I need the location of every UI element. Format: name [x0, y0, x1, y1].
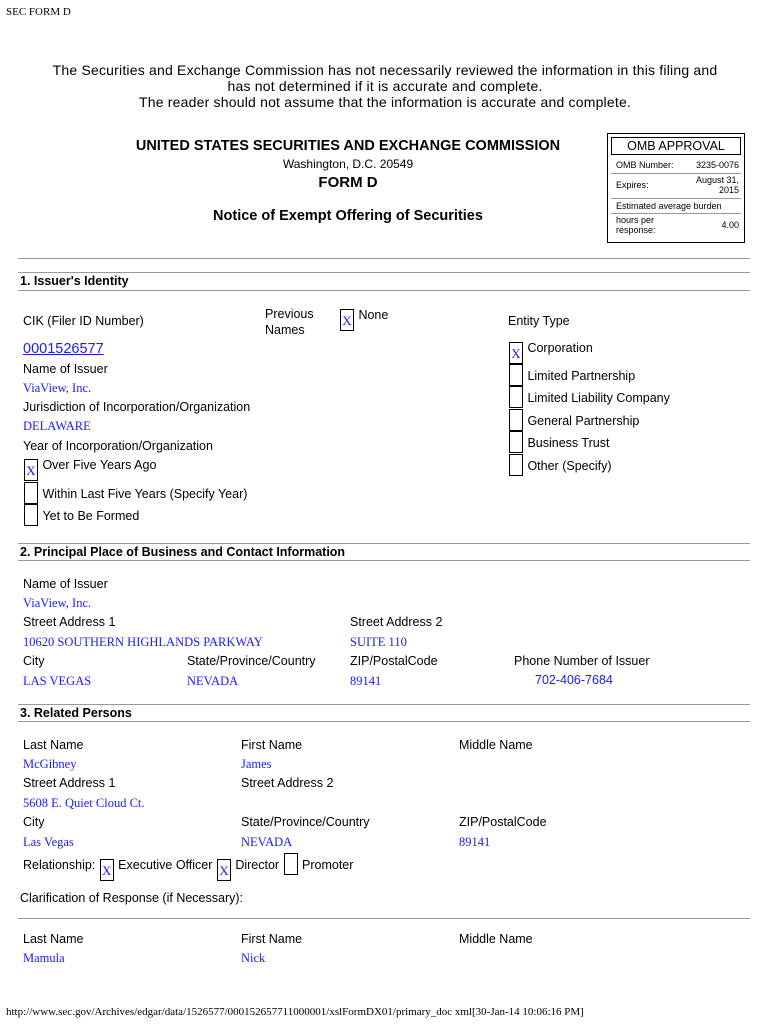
omb-hours-label: hours per	[616, 215, 655, 225]
relationship-option-label: Director	[235, 858, 280, 872]
last-name-label: Last Name	[23, 932, 84, 946]
first-name-label: First Name	[241, 738, 303, 752]
page-header: SEC FORM D	[6, 6, 71, 18]
person-last-name: Mamula	[23, 951, 65, 965]
year-checkbox[interactable]	[24, 482, 38, 504]
entity-checkbox[interactable]	[509, 431, 523, 453]
issuer-name-label: Name of Issuer	[23, 362, 108, 376]
year-option-label: Yet to Be Formed	[42, 509, 140, 523]
omb-number-label: OMB Number:	[616, 160, 674, 170]
divider	[18, 721, 750, 722]
previous-names-none	[340, 309, 388, 331]
divider	[18, 290, 750, 291]
divider	[18, 258, 750, 259]
person-street1-value: 5608 E. Quiet Cloud Ct.	[23, 796, 145, 810]
agency-title: UNITED STATES SECURITIES AND EXCHANGE COMMISSION	[135, 138, 561, 154]
business-name-label: Name of Issuer	[23, 577, 108, 591]
street1-label: Street Address 1	[23, 615, 116, 629]
issuer-name-value: ViaView, Inc.	[23, 381, 92, 395]
divider	[18, 918, 750, 919]
omb-approval-box	[607, 133, 745, 243]
entity-option-label: Business Trust	[527, 436, 610, 450]
person-city-label: City	[23, 815, 45, 829]
section-title-principal-place: 2. Principal Place of Business and Contact Information	[20, 545, 346, 559]
entity-option	[509, 454, 612, 481]
notice-title: Notice of Exempt Offering of Securities	[213, 208, 483, 224]
disclaimer	[0, 62, 770, 110]
previous-names-label-line: Previous	[265, 307, 314, 321]
relationship-checkbox[interactable]: X	[100, 859, 114, 881]
year-option-label: Over Five Years Ago	[42, 458, 157, 472]
section-title-related-persons: 3. Related Persons	[20, 706, 132, 720]
section-title-issuer-identity: 1. Issuer's Identity	[20, 274, 129, 288]
omb-heading: OMB APPROVAL	[611, 137, 741, 155]
entity-option-label: Other (Specify)	[527, 459, 612, 473]
relationship-label: Relationship:	[23, 858, 96, 872]
state-label: State/Province/Country	[187, 654, 316, 668]
entity-checkbox[interactable]: X	[509, 342, 523, 364]
cik-label: CIK (Filer ID Number)	[23, 314, 144, 328]
zip-value: 89141	[350, 674, 382, 688]
relationship-option-label: Executive Officer	[118, 858, 213, 872]
person-state-value: NEVADA	[241, 835, 293, 849]
year-checkbox[interactable]: X	[24, 459, 38, 481]
last-name-label: Last Name	[23, 738, 84, 752]
page-footer-url: http://www.sec.gov/Archives/edgar/data/1526577/000152657711000001/xslFormDX01/primary_doc xml[30-Jan-14 10:06:16 PM]	[6, 1006, 584, 1018]
person-state-label: State/Province/Country	[241, 815, 370, 829]
jurisdiction-label: Jurisdiction of Incorporation/Organization	[23, 400, 251, 414]
disclaimer-line: The Securities and Exchange Commission has not necessarily reviewed the information in this filing and	[52, 62, 718, 78]
previous-names-label	[265, 306, 314, 338]
entity-checkbox[interactable]	[509, 364, 523, 386]
person-zip-label: ZIP/PostalCode	[459, 815, 547, 829]
entity-checkbox[interactable]	[509, 386, 523, 408]
business-name-value: ViaView, Inc.	[23, 596, 92, 610]
street1-value: 10620 SOUTHERN HIGHLANDS PARKWAY	[23, 635, 263, 649]
relationship-option-label: Promoter	[302, 858, 354, 872]
omb-expires-label: Expires:	[616, 180, 649, 190]
cik-value[interactable]: 0001526577	[23, 341, 104, 357]
omb-expires-value: August 31,	[695, 175, 739, 185]
previous-names-label-line: Names	[265, 323, 305, 337]
entity-option-label: Limited Liability Company	[527, 391, 670, 405]
year-option-label: Within Last Five Years (Specify Year)	[42, 487, 248, 501]
entity-option-label: Limited Partnership	[527, 369, 636, 383]
disclaimer-line: has not determined if it is accurate and complete.	[227, 78, 543, 94]
omb-expires-value: 2015	[718, 185, 739, 195]
person-first-name: Nick	[241, 951, 266, 965]
divider	[18, 543, 750, 544]
relationship-checkbox[interactable]	[284, 853, 298, 875]
person-city-value: Las Vegas	[23, 835, 74, 849]
state-value: NEVADA	[187, 674, 239, 688]
year-label: Year of Incorporation/Organization	[23, 439, 213, 453]
omb-number-value: 3235-0076	[695, 160, 739, 170]
street2-label: Street Address 2	[350, 615, 443, 629]
street2-value: SUITE 110	[350, 635, 407, 649]
none-label: None	[358, 308, 389, 322]
middle-name-label: Middle Name	[459, 932, 533, 946]
city-label: City	[23, 654, 45, 668]
person-street1-label: Street Address 1	[23, 776, 116, 790]
divider	[18, 272, 750, 273]
phone-value: 702-406-7684	[535, 673, 613, 687]
entity-checkbox[interactable]	[509, 409, 523, 431]
relationship-row	[23, 853, 353, 881]
clarification-label: Clarification of Response (if Necessary):	[20, 891, 243, 905]
jurisdiction-value: DELAWARE	[23, 419, 91, 433]
entity-option	[509, 342, 593, 364]
divider	[18, 704, 750, 705]
year-checkbox[interactable]	[24, 504, 38, 526]
disclaimer-line: The reader should not assume that the information is accurate and complete.	[138, 94, 632, 110]
agency-location: Washington, D.C. 20549	[282, 157, 414, 171]
person-first-name: James	[241, 757, 272, 771]
form-title: FORM D	[318, 174, 378, 191]
divider	[18, 560, 750, 561]
zip-label: ZIP/PostalCode	[350, 654, 438, 668]
entity-option-label: General Partnership	[527, 414, 640, 428]
year-option	[24, 459, 156, 481]
person-zip-value: 89141	[459, 835, 491, 849]
first-name-label: First Name	[241, 932, 303, 946]
middle-name-label: Middle Name	[459, 738, 533, 752]
person-last-name: McGibney	[23, 757, 77, 771]
city-value: LAS VEGAS	[23, 674, 92, 688]
entity-checkbox[interactable]	[509, 454, 523, 476]
entity-option-label: Corporation	[527, 341, 593, 355]
person-street2-label: Street Address 2	[241, 776, 334, 790]
omb-hours-label: response:	[616, 225, 656, 235]
omb-burden-label: Estimated average burden	[616, 201, 722, 211]
relationship-checkbox[interactable]: X	[217, 859, 231, 881]
none-checkbox[interactable]: X	[340, 309, 354, 331]
omb-hours-value: 4.00	[721, 220, 739, 230]
entity-type-label: Entity Type	[508, 314, 570, 328]
year-option	[24, 504, 139, 531]
phone-label: Phone Number of Issuer	[514, 654, 650, 668]
